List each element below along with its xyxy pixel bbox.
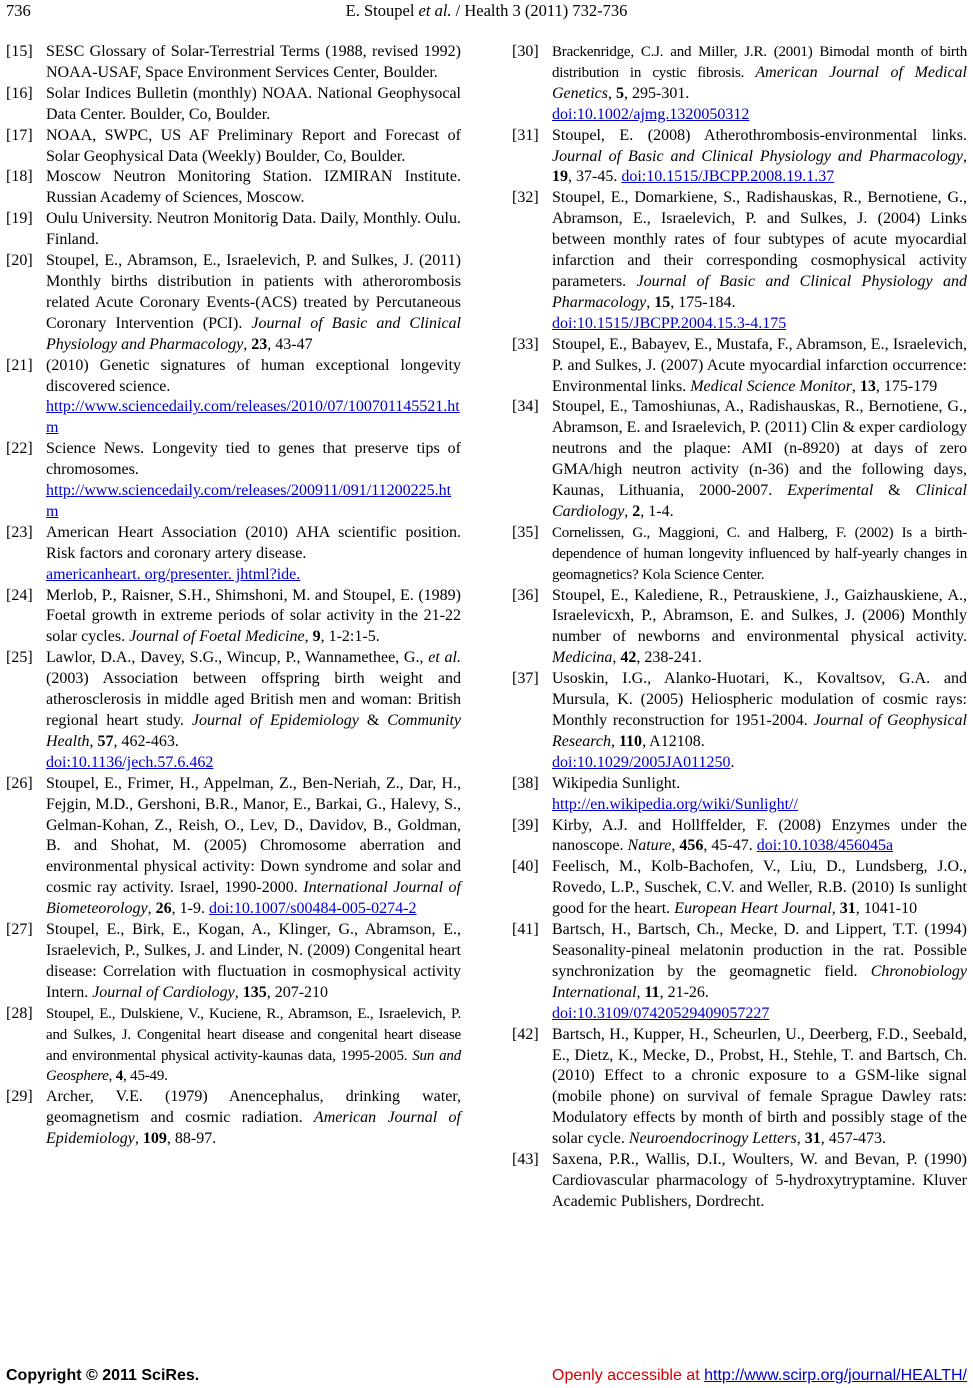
- pages: , 175-184.: [670, 293, 736, 311]
- ampersand: &: [873, 482, 916, 500]
- pages: , 21-26.: [659, 983, 709, 1001]
- journal-name: Nature: [627, 837, 672, 855]
- open-access-label: Openly accessible at: [552, 1367, 705, 1384]
- reference-number: [18]: [6, 168, 33, 186]
- reference-19: [6, 209, 461, 251]
- reference-text: Stoupel, E., Babayev, E., Mustafa, F., Abramson, E., Israelevich, P. and Sulkes, J. (2007) Acute myocardial infarction occurrence: Environmental links.: [552, 335, 967, 395]
- volume: 57: [97, 732, 114, 750]
- reference-link[interactable]: http://www.sciencedaily.com/releases/2010/07/100701145521.htm: [46, 398, 460, 437]
- reference-33: [512, 335, 967, 398]
- reference-number: [28]: [6, 1004, 33, 1022]
- open-access-notice: [552, 1367, 967, 1385]
- reference-text: Stoupel, E., Domarkiene, S., Radishauskas, R., Bernotiene, G., Abramson, E., Israelevich, P. and Sulkes, J. (2004) Links between monthly rates of four subtypes of acute myocardial infarction and their corresponding cosmophysical activity parameters.: [552, 189, 967, 290]
- reference-body: Kirby, A.J. and Hollffelder, F. (2008) Enzymes under the nanoscope. Nature, 456, 45-47. doi:10.1038/456045a: [552, 816, 967, 855]
- reference-number: [27]: [6, 921, 33, 939]
- volume: 4: [115, 1068, 124, 1085]
- running-title-journal: / Health 3 (2011) 732-736: [451, 1, 628, 20]
- reference-number: [17]: [6, 126, 33, 144]
- page-header: [6, 0, 967, 24]
- reference-number: [42]: [512, 1025, 539, 1043]
- reference-36: [512, 586, 967, 670]
- reference-31: [512, 126, 967, 189]
- reference-28: [6, 1004, 461, 1088]
- reference-link[interactable]: doi:10.1029/2005JA011250: [552, 753, 731, 771]
- reference-body: Stoupel, E., Abramson, E., Israelevich, P. and Sulkes, J. (2011) Monthly births distribution in patients with atherorombosis related Acute Coronary Events-(ACS) treated by Percutaneous Coronary Intervention (PCI). Journal of Basic and Clinical Physiology and Pharmacology, 23, 43-47: [46, 252, 461, 353]
- journal-name: Community Health: [46, 712, 461, 750]
- reference-text: Merlob, P., Raisner, S.H., Shimshoni, M. and Stoupel, E. (1989) Foetal growth in extreme periods of solar activity in the 21-22 solar cycles.: [46, 586, 461, 646]
- reference-body: Feelisch, M., Kolb-Bachofen, V., Liu, D., Lundsberg, J.O., Rovedo, L.P., Suschek, C.V. and Weller, R.B. (2010) Is sunlight good for the heart. European Heart Journal, 31, 1041-10: [552, 858, 967, 918]
- pages: , 1-4.: [640, 502, 674, 520]
- reference-number: [38]: [512, 774, 539, 792]
- reference-number: [39]: [512, 816, 539, 834]
- reference-body: Stoupel, E., Domarkiene, S., Radishauskas, R., Bernotiene, G., Abramson, E., Israelevich, P. and Sulkes, J. (2004) Links between monthly rates of four subtypes of acute myocardial infarction and their corresponding cosmophysical activity parameters. Journal of Basic and Clinical Physiology and Pharmacology, 15, 175-184. doi:10.1515/JBCPP.2004.15.3-4.175: [552, 189, 967, 332]
- pages: , 457-473.: [820, 1130, 887, 1148]
- journal-name: Medicina: [552, 649, 613, 667]
- reference-text: Stoupel, E., Dulskiene, V., Kuciene, R., Abramson, E., Israelevich, P. and Sulkes, J. Congenital heart disease and congenital heart disease and environmental physical activity-kaunas data, 1995-2005.: [46, 1005, 461, 1064]
- running-title-etal: et al.: [418, 1, 452, 20]
- reference-link[interactable]: http://www.sciencedaily.com/releases/200911/091/11200225.htm: [46, 482, 452, 520]
- journal-name: Journal of Basic and Clinical Physiology and Pharmacology: [552, 272, 967, 311]
- ampersand: &: [358, 712, 388, 729]
- reference-link[interactable]: doi:10.1136/jech.57.6.462: [46, 753, 214, 771]
- pages: , 1-9.: [171, 900, 209, 918]
- reference-number: [25]: [6, 649, 33, 667]
- reference-16: [6, 84, 461, 126]
- reference-body: Bartsch, H., Kupper, H., Scheurlen, U., Deerberg, F.D., Seebald, E., Dietz, K., Mecke, D., Probst, H., Stehle, T. and Bartsch, Ch. (2010) Effect to a chronic exposure to a GSM-like signal (mobile phone) on survival of female Sprague Dawley rats: Modulatory effects by month of birth and possibly stage of the solar cycle. Neuroendocrinogy Letters, 31, 457-473.: [552, 1025, 967, 1148]
- reference-number: [33]: [512, 335, 539, 353]
- reference-link[interactable]: doi:10.1002/ajmg.1320050312: [552, 105, 750, 123]
- reference-text: Stoupel, E., Tamoshiunas, A., Radishauskas, R., Bernotiene, G., Abramson, E. and Israelevich, P. (2011) Clin & exper cardiology neutrons and the plaque: AMI (n-8920) at days of zero GMA/high neutron activity (n-36) and the following days, Kaunas, Lithuania, 2000-2007.: [552, 398, 967, 500]
- reference-text: Wikipedia Sunlight.: [552, 774, 681, 792]
- reference-41: [512, 920, 967, 1025]
- journal-name: Neuroendocrinogy Letters: [628, 1130, 797, 1148]
- reference-number: [40]: [512, 858, 539, 876]
- reference-body: Merlob, P., Raisner, S.H., Shimshoni, M. and Stoupel, E. (1989) Foetal growth in extreme periods of solar activity in the 21-22 solar cycles. Journal of Foetal Medicine, 9, 1-2:1-5.: [46, 586, 461, 646]
- reference-number: [36]: [512, 586, 539, 604]
- reference-text: Stoupel, E., Abramson, E., Israelevich, P. and Sulkes, J. (2011) Monthly births distribution in patients with atherorombosis related Acute Coronary Events-(ACS) treated by Percutaneous Coronary Intervention (PCI).: [46, 252, 461, 332]
- reference-text: Oulu University. Neutron Monitorig Data. Daily, Monthly. Oulu. Finland.: [46, 210, 461, 249]
- reference-body: [552, 774, 967, 816]
- reference-39: [512, 816, 967, 858]
- reference-24: [6, 586, 461, 649]
- pages: , 207-210: [266, 983, 329, 1001]
- pages: , 88-97.: [166, 1130, 217, 1148]
- pages: , 43-47: [267, 335, 313, 353]
- reference-text: Stoupel, E., Kalediene, R., Petrauskiene, J., Gaizhauskiene, A., Israelevicxh, P., Abramson, E. and Sulkes, J. (2006) Monthly number of newborns and environmental physical activity.: [552, 586, 967, 646]
- pages: , 45-47.: [703, 837, 757, 855]
- journal-name: Clinical Cardiology: [552, 482, 967, 520]
- journal-name: Journal of Geophysical Research: [552, 712, 967, 750]
- reference-body: Stoupel, E. (2008) Atherothrombosis-environmental links. Journal of Basic and Clinical Physiology and Pharmacology, 19, 37-45. doi:10.1515/JBCPP.2008.19.1.37: [552, 126, 967, 186]
- journal-name: International Journal of Biometeorology: [46, 879, 462, 918]
- journal-name: Journal of Foetal Medicine: [129, 628, 305, 646]
- reference-link[interactable]: doi:10.3109/07420529409057227: [552, 1004, 770, 1022]
- reference-number: [19]: [6, 210, 33, 228]
- pages: , 295-301.: [623, 84, 690, 102]
- reference-42: [512, 1025, 967, 1150]
- reference-text: Saxena, P.R., Wallis, D.I., Woulters, W. and Bevan, P. (1990) Cardiovascular pharmacology of 5-hydroxytryptamine. Kluver Academic Publishers, Dordrecht.: [552, 1151, 967, 1210]
- page-number: 736: [6, 1, 31, 20]
- reference-text: Bartsch, H., Bartsch, Ch., Mecke, D. and Lippert, T.T. (1994) Seasonality-pineal melatonin production in the rat. Possible synchronization by the geomagnetic field.: [552, 921, 967, 980]
- running-title-authors: E. Stoupel: [345, 1, 419, 20]
- volume: 31: [804, 1130, 821, 1148]
- volume: 135: [242, 983, 267, 1001]
- reference-43: [512, 1150, 967, 1213]
- pages: , 1041-10: [855, 900, 918, 918]
- reference-27: [6, 920, 461, 1004]
- reference-body: Stoupel, E., Babayev, E., Mustafa, F., Abramson, E., Israelevich, P. and Sulkes, J. (2007) Acute myocardial infarction occurrence: Environmental links. Medical Science Monitor, 13, 175-179: [552, 335, 967, 395]
- reference-35: [512, 523, 967, 586]
- reference-number: [20]: [6, 252, 33, 270]
- reference-link[interactable]: http://en.wikipedia.org/wiki/Sunlight//: [552, 795, 798, 813]
- reference-body: Stoupel, E., Kalediene, R., Petrauskiene, J., Gaizhauskiene, A., Israelevicxh, P., Abramson, E. and Sulkes, J. (2006) Monthly number of newborns and environmental physical activity. Medicina, 42, 238-241.: [552, 586, 967, 667]
- journal-name: Journal of Basic and Clinical Physiology and Pharmacology: [552, 147, 963, 165]
- reference-number: [37]: [512, 670, 539, 688]
- reference-number: [24]: [6, 586, 33, 604]
- reference-text: SESC Glossary of Solar-Terrestrial Terms (1988, revised 1992) NOAA-USAF, Space Environment Services Center, Boulder.: [46, 43, 461, 81]
- reference-text: Feelisch, M., Kolb-Bachofen, V., Liu, D., Lundsberg, J.O., Rovedo, L.P., Suschek, C.V. and Weller, R.B. (2010) Is sunlight good for the heart.: [552, 858, 967, 918]
- reference-link[interactable]: doi:10.1515/JBCPP.2008.19.1.37: [621, 168, 835, 186]
- reference-number: [34]: [512, 398, 539, 416]
- volume: 15: [654, 293, 671, 311]
- journal-name: Journal of Cardiology: [92, 983, 235, 1001]
- reference-body: [46, 523, 461, 586]
- reference-number: [21]: [6, 356, 33, 374]
- pages: , 462-463.: [113, 732, 179, 750]
- journal-name: American Journal of Epidemiology: [46, 1109, 461, 1148]
- journal-name: Chronobiology International: [552, 962, 967, 1001]
- running-title: [6, 1, 967, 21]
- reference-22: [6, 439, 461, 523]
- reference-40: [512, 857, 967, 920]
- reference-text: Science News. Longevity tied to genes that preserve tips of chromosomes.: [46, 440, 461, 479]
- reference-number: [41]: [512, 921, 539, 939]
- reference-number: [22]: [6, 440, 33, 458]
- reference-21: [6, 356, 461, 440]
- reference-number: [32]: [512, 189, 539, 207]
- reference-text: Stoupel, E., Birk, E., Kogan, A., Klinger, G., Abramson, E., Israelevich, P., Sulkes, J. and Linder, N. (2009) Congenital heart disease: Correlation with fluctuation in cosmophysical activity Intern.: [46, 921, 461, 1001]
- reference-number: [23]: [6, 523, 33, 541]
- et-al: et al.: [428, 649, 462, 667]
- reference-text: (2003) Association between offspring birth weight and atherosclerosis in middle aged British men and woman: British regional heart study.: [46, 670, 461, 729]
- volume: 456: [679, 837, 704, 855]
- left-column: [6, 42, 461, 1150]
- reference-text: Kirby, A.J. and Hollffelder, F. (2008) Enzymes under the nanoscope.: [552, 816, 967, 855]
- reference-body: Stoupel, E., Dulskiene, V., Kuciene, R., Abramson, E., Israelevich, P. and Sulkes, J. Congenital heart disease and congenital heart disease and environmental physical activity-kaunas data, 1995-2005. Sun and Geosphere, 4, 45-49.: [46, 1005, 461, 1085]
- reference-20: [6, 251, 461, 356]
- volume: 110: [618, 732, 643, 750]
- reference-link[interactable]: doi:10.1007/s00484-005-0274-2: [208, 900, 417, 918]
- reference-text: NOAA, SWPC, US AF Preliminary Report and Forecast of Solar Geophysical Data (Weekly) Boulder, Co, Boulder.: [46, 126, 461, 165]
- reference-body: Usoskin, I.G., Alanko-Huotari, K., Kovaltsov, G.A. and Mursula, K. (2005) Heliospheric modulation of cosmic rays: Monthly reconstruction for 1951-2004. Journal of Geophysical Research, 110, A12108. doi:10.1029/2005JA011250.: [552, 670, 967, 771]
- reference-body: Lawlor, D.A., Davey, S.G., Wincup, P., Wannamethee, G., et al. (2003) Association between offspring birth weight and atherosclerosis in middle aged British men and woman: British regional heart study. Journal of Epidemiology & Community Health, 57, 462-463. doi:10.1136/jech.57.6.462: [46, 649, 462, 771]
- pages: , 238-241.: [636, 649, 702, 667]
- pages: , A12108.: [642, 732, 705, 750]
- journal-name: European Heart Journal: [674, 900, 832, 918]
- volume: 26: [155, 900, 172, 918]
- reference-number: [31]: [512, 126, 539, 144]
- reference-body: Stoupel, E., Frimer, H., Appelman, Z., Ben-Neriah, Z., Dar, H., Fejgin, M.D., Gershoni, B.R., Manor, E., Barkai, G., Halevy, S., Gelman-Kohan, Z., Reish, O., Lev, D., Davidov, B., Goldman, B. and Shohat, M. (2005) Chromosome aberration and environmental physical activity: Down syndrome and solar and cosmic ray activity. Israel, 1990-2000. International Journal of Biometeorology, 26, 1-9. doi:10.1007/s00484-005-0274-2: [46, 774, 462, 918]
- reference-body: Archer, V.E. (1979) Anencephalus, drinking water, geomagnetism and cosmic radiation. American Journal of Epidemiology, 109, 88-97.: [46, 1088, 461, 1148]
- volume: 2: [632, 502, 641, 520]
- reference-text: Moscow Neutron Monitoring Station. IZMIRAN Institute. Russian Academy of Sciences, Moscow.: [46, 168, 461, 207]
- reference-number: [43]: [512, 1151, 539, 1169]
- reference-text: Stoupel, E., Frimer, H., Appelman, Z., Ben-Neriah, Z., Dar, H., Fejgin, M.D., Gershoni, B.R., Manor, E., Barkai, G., Halevy, S., Gelman-Kohan, Z., Reish, O., Lev, D., Davidov, B., Goldman, B. and Shohat, M. (2005) Chromosome aberration and environmental physical activity: Down syndrome and solar and cosmic ray activity. Israel, 1990-2000.: [46, 774, 461, 897]
- journal-name: Medical Science Monitor: [690, 377, 852, 395]
- reference-text: Solar Indices Bulletin (monthly) NOAA. National Geophysocal Data Center. Boulder, Co, Boulder.: [46, 84, 461, 123]
- reference-body: Stoupel, E., Birk, E., Kogan, A., Klinger, G., Abramson, E., Israelevich, P., Sulkes, J. and Linder, N. (2009) Congenital heart disease: Correlation with fluctuation in cosmophysical activity Intern. Journal of Cardiology, 135, 207-210: [46, 921, 461, 1001]
- reference-15: [6, 42, 461, 84]
- reference-18: [6, 167, 461, 209]
- reference-number: [15]: [6, 43, 33, 60]
- pages: , 175-179: [875, 377, 938, 395]
- trailing-period: .: [730, 753, 735, 771]
- reference-26: [6, 774, 461, 920]
- reference-text: Archer, V.E. (1979) Anencephalus, drinking water, geomagnetism and cosmic radiation.: [46, 1088, 461, 1127]
- reference-text: Brackenridge, C.J. and Miller, J.R. (2001) Bimodal month of birth distribution in cystic fibrosis.: [552, 44, 967, 81]
- copyright-notice: Copyright © 2011 SciRes.: [6, 1367, 200, 1384]
- pages: , 37-45.: [568, 168, 622, 186]
- reference-number: [29]: [6, 1088, 33, 1106]
- reference-body: Stoupel, E., Tamoshiunas, A., Radishauskas, R., Bernotiene, G., Abramson, E. and Israelevich, P. (2011) Clin & exper cardiology neutrons and the plaque: AMI (n-8920) at days of zero GMA/high neutron activity (n-36) and the following days, Kaunas, Lithuania, 2000-2007. Experimental & Clinical Cardiology, 2, 1-4.: [552, 398, 967, 520]
- volume: 11: [644, 983, 660, 1001]
- reference-body: [46, 439, 461, 523]
- reference-25: [6, 648, 461, 773]
- volume: 9: [312, 628, 321, 646]
- reference-number: [30]: [512, 43, 539, 60]
- reference-text: Lawlor, D.A., Davey, S.G., Wincup, P., Wannamethee, G.,: [46, 649, 429, 667]
- volume: 5: [615, 84, 624, 102]
- volume: 13: [859, 377, 876, 395]
- reference-38: [512, 774, 967, 816]
- reference-17: [6, 126, 461, 168]
- journal-name: Experimental: [787, 482, 874, 500]
- reference-34: [512, 397, 967, 522]
- journal-name: Sun and Geosphere: [46, 1047, 461, 1085]
- reference-link[interactable]: doi:10.1038/456045a: [756, 837, 894, 855]
- reference-text: (2010) Genetic signatures of human exceptional longevity discovered science.: [46, 356, 461, 395]
- reference-body: [46, 356, 461, 440]
- pages: , 45-49.: [123, 1068, 168, 1085]
- reference-body: Bartsch, H., Bartsch, Ch., Mecke, D. and Lippert, T.T. (1994) Seasonality-pineal melatonin production in the rat. Possible synchronization by the geomagnetic field. Chronobiology International, 11, 21-26. doi:10.3109/07420529409057227: [552, 921, 967, 1022]
- volume: 19: [552, 168, 568, 186]
- volume: 109: [142, 1130, 167, 1148]
- reference-number: [35]: [512, 523, 539, 541]
- journal-name: American Journal of Medical Genetics: [552, 63, 967, 102]
- reference-text: Stoupel, E. (2008) Atherothrombosis-environmental links.: [552, 126, 967, 144]
- volume: 42: [620, 649, 637, 667]
- reference-30: [512, 42, 967, 126]
- reference-23: [6, 523, 461, 586]
- reference-37: [512, 669, 967, 774]
- reference-link[interactable]: americanheart. org/presenter. jhtml?ide.: [46, 565, 301, 583]
- journal-name: Journal of Basic and Clinical Physiology and Pharmacology: [46, 314, 461, 353]
- reference-body: Brackenridge, C.J. and Miller, J.R. (2001) Bimodal month of birth distribution in cystic fibrosis. American Journal of Medical Genetics, 5, 295-301. doi:10.1002/ajmg.1320050312: [552, 44, 967, 123]
- journal-name: Journal of Epidemiology: [191, 712, 359, 729]
- journal-url-link[interactable]: http://www.scirp.org/journal/HEALTH/: [704, 1367, 967, 1384]
- page-footer: [6, 1367, 967, 1387]
- reference-number: [26]: [6, 774, 33, 792]
- pages: , 1-2:1-5.: [320, 628, 380, 646]
- reference-text: Usoskin, I.G., Alanko-Huotari, K., Kovaltsov, G.A. and Mursula, K. (2005) Heliospheric modulation of cosmic rays: Monthly reconstruction for 1951-2004.: [552, 670, 967, 729]
- reference-number: [16]: [6, 84, 33, 102]
- volume: 31: [839, 900, 856, 918]
- reference-link[interactable]: doi:10.1515/JBCPP.2004.15.3-4.175: [552, 314, 787, 332]
- reference-text: Bartsch, H., Kupper, H., Scheurlen, U., Deerberg, F.D., Seebald, E., Dietz, K., Mecke, D., Probst, H., Stehle, T. and Bartsch, Ch. (2010) Effect to a chronic exposure to a GSM-like signal (mobile phone) on survival of female Sprague Dawley rats: Modulatory effects by month of birth and possibly stage of the solar cycle.: [552, 1025, 967, 1148]
- reference-29: [6, 1087, 461, 1150]
- reference-text: Cornelissen, G., Maggioni, C. and Halberg, F. (2002) Is a birth-dependence of human longevity influenced by half-yearly changes in geomagnetics? Kola Science Center.: [552, 524, 967, 583]
- reference-32: [512, 188, 967, 334]
- right-column: [512, 42, 967, 1213]
- volume: 23: [251, 335, 268, 353]
- reference-text: American Heart Association (2010) AHA scientific position. Risk factors and coronary artery disease.: [46, 523, 461, 562]
